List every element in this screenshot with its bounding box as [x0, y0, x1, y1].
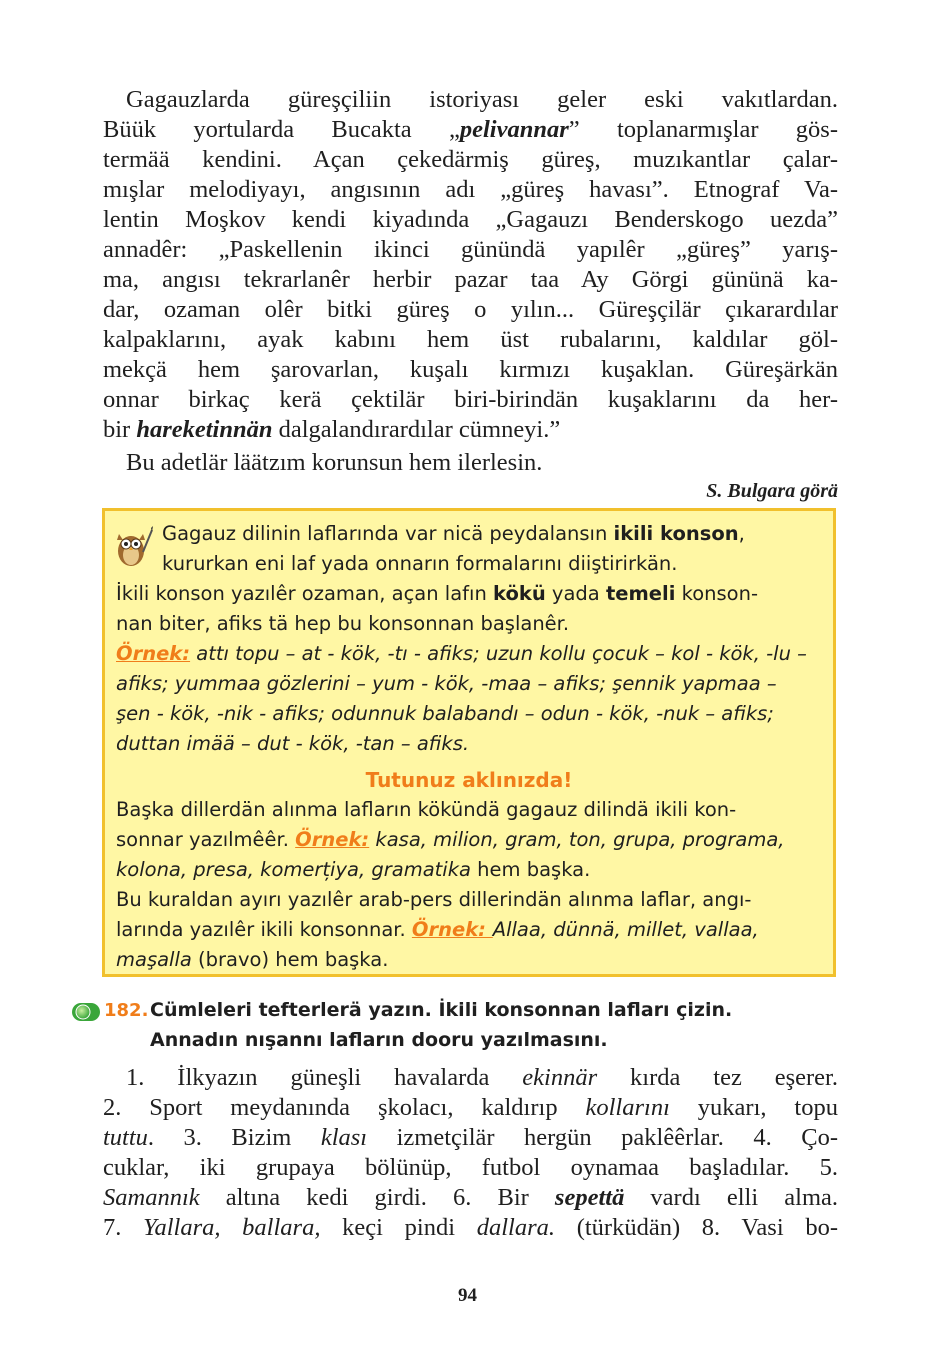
rule-line — [116, 855, 826, 885]
passage-line: termää kendini. Açan çekedärmiş güreş, muzıkantlar çalar- — [103, 146, 838, 173]
italic-word: ekinnär — [522, 1064, 598, 1091]
exercise-text: (türküdän) 8. Vasi bo- — [555, 1214, 838, 1241]
passage-text: Büük yortularda Bucakta „ — [103, 116, 460, 143]
exercise-text: kırda tez eşerer. — [597, 1064, 838, 1091]
example-label: Örnek: — [411, 918, 493, 941]
rule-line: Bu kuraldan ayırı yazılêr arab-pers dillerindän alınma laflar, angı- — [116, 888, 752, 911]
passage-line — [126, 85, 838, 115]
exercise-text: yukarı, topu — [669, 1094, 838, 1121]
bold-term: temeli — [605, 582, 676, 605]
emphasized-word: sepettä — [554, 1184, 625, 1211]
passage-text: Gagauzlarda güreşçiliin istoriyası geler eski vakıtlardan. — [126, 86, 838, 113]
rule-line — [116, 825, 826, 855]
rule-text: Gagauz dilinin laflarında var nicä peydalansın — [162, 522, 614, 545]
rule-text: İkili konson yazılêr ozaman, açan lafın — [116, 582, 494, 605]
exercise-instruction: Annadın nışannı lafların dooru yazılmasını. — [150, 1029, 608, 1051]
rule-text: sonnar yazılmêêr. — [116, 828, 296, 851]
passage-line: kalpaklarını, ayak kabını hem üst rubalarını, kaldılar göl- — [103, 326, 838, 353]
example-text: kolona, presa, komerțiya, gramatika — [116, 858, 471, 881]
passage-line: annadêr: „Paskellenin ikinci günündä yapılêr „güreş” yarış- — [103, 236, 838, 263]
rule-text: hem başka. — [470, 858, 591, 881]
example-text: maşalla — [116, 948, 192, 971]
rule-text: (bravo) hem başka. — [191, 948, 389, 971]
italic-word: Yallara, ballara, — [143, 1214, 321, 1241]
exercise-line — [103, 1183, 838, 1213]
passage-line: onnar birkaç kerä çektilär biri-birindän kuşaklarını da her- — [103, 386, 838, 413]
example-line — [116, 639, 826, 669]
exercise-text: 2. Sport meydanında şkolacı, kaldırıp — [103, 1094, 586, 1121]
rule-line: kururkan eni laf yada onnarın formalarını diiştirirkän. — [162, 552, 678, 575]
emphasized-word: hareketinnän — [136, 416, 273, 443]
page-number: 94 — [458, 1285, 477, 1306]
exercise-text: 7. — [103, 1214, 144, 1241]
passage-line: mışlar melodiyayı, angısının adı „güreş havası”. Etnograf Va- — [103, 176, 838, 203]
exercise-line — [103, 1123, 838, 1153]
example-text: Allaa, dünnä, millet, vallaa, — [492, 918, 759, 941]
passage-line: ma, angısı tekrarlanêr herbir pazar taa Ay Görgi gününä ka- — [103, 266, 838, 293]
rule-text: larında yazılêr ikili konsonnar. — [116, 918, 412, 941]
passage-text: ” toplanarmışlar gös- — [568, 116, 838, 143]
passage-text: bir — [103, 416, 137, 443]
rule-text: yada — [545, 582, 606, 605]
example-label: Örnek: — [116, 642, 191, 665]
passage-line: lentin Moşkov kendi kiyadında „Gagauzı Benderskogo uezda” — [103, 206, 838, 233]
rule-line — [116, 915, 826, 945]
example-line: şen - kök, -nik - afiks; odunnuk balabandı – odun - kök, -nuk – afiks; — [116, 702, 774, 725]
exercise-line — [126, 1063, 838, 1093]
exercise-instruction: Cümleleri tefterlerä yazın. İkili konsonnan lafları çizin. — [150, 999, 733, 1021]
passage-line — [103, 115, 838, 145]
exercise-line — [103, 1093, 838, 1123]
bold-term: kökü — [493, 582, 546, 605]
rule-line — [116, 945, 826, 975]
italic-word: dallara. — [476, 1214, 555, 1241]
passage-text: dalgalandırardılar cümneyi.” — [272, 416, 561, 443]
italic-word: kollarını — [585, 1094, 670, 1121]
bold-term: ikili konson — [613, 522, 739, 545]
example-label: Örnek: — [295, 828, 370, 851]
rule-text: konson- — [675, 582, 758, 605]
emphasized-word: pelivannar — [459, 116, 569, 143]
exercise-text: keçi pindi — [320, 1214, 477, 1241]
italic-word: tuttu — [103, 1124, 148, 1151]
rule-line: Başka dillerdän alınma lafların kökündä gagauz dilindä ikili kon- — [116, 798, 737, 821]
example-text: kasa, milion, gram, ton, grupa, programa, — [369, 828, 785, 851]
owl-icon — [113, 524, 153, 568]
exercise-text: vardı elli alma. — [624, 1184, 839, 1211]
example-line: duttan imää – dut - kök, -tan – afiks. — [116, 732, 470, 755]
example-text: attı topu – at - kök, -tı - afiks; uzun kollu çocuk – kol - kök, -lu – — [190, 642, 807, 665]
exercise-bullet-icon — [72, 1002, 102, 1022]
exercise-text: izmetçilär hergün paklêêrlar. 4. Ço- — [367, 1124, 838, 1151]
italic-word: Samannık — [103, 1184, 200, 1211]
rule-text: , — [738, 522, 745, 545]
rule-line — [116, 579, 826, 609]
passage-line: Bu adetlär läätzım korunsun hem ilerlesin. — [126, 449, 543, 476]
passage-line: mekçä hem şarovarlan, kuşalı kırmızı kuşaklan. Güreşärkän — [103, 356, 838, 383]
rule-line: nan biter, afiks tä hep bu konsonnan başlanêr. — [116, 612, 570, 635]
exercise-text: 1. İlkyazın güneşli havalarda — [126, 1064, 523, 1091]
exercise-text: altına kedi girdi. 6. Bir — [199, 1184, 555, 1211]
exercise-text: . 3. Bizim — [147, 1124, 321, 1151]
passage-line: dar, ozaman olêr bitki güreş o yılın... Güreşçilär çıkarardılar — [103, 296, 838, 323]
exercise-number: 182. — [104, 1000, 149, 1021]
exercise-line: cuklar, iki grupaya bölünüp, futbol oynamaa başladılar. 5. — [103, 1154, 838, 1181]
example-line: afiks; yummaa gözlerini – yum - kök, -maa – afiks; şennik yapmaa – — [116, 672, 777, 695]
rule-line — [162, 519, 826, 549]
remember-heading: Tutunuz aklınızda! — [365, 768, 573, 792]
italic-word: klası — [320, 1124, 368, 1151]
exercise-line — [103, 1213, 838, 1243]
source-attribution: S. Bulgara görä — [706, 480, 838, 502]
passage-line — [103, 415, 838, 445]
